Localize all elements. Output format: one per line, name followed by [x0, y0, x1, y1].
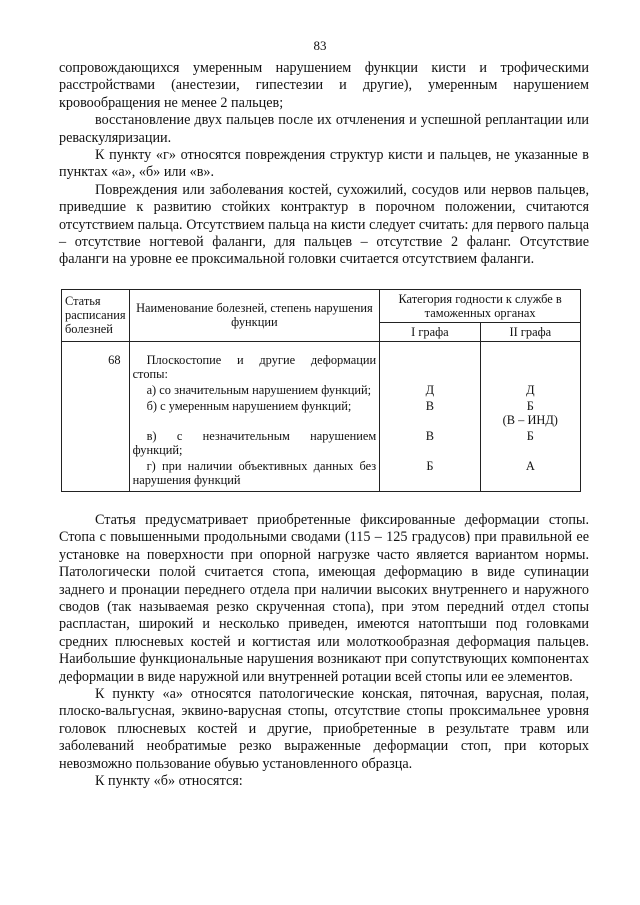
- header-article: Статья расписания болезней: [62, 289, 130, 341]
- row-c-col2: Б: [480, 428, 580, 458]
- row-c-col1: В: [380, 428, 480, 458]
- table-row: [62, 352, 581, 382]
- header-disease-name: Наименование болезней, степень нарушения функции: [129, 289, 380, 341]
- header-column-1: I графа: [380, 322, 480, 341]
- paragraph-2: восстановление двух пальцев после их отчленения и успешной реплантации или реваскуляризации.: [59, 112, 589, 146]
- row-b-col2-extra: (В – ИНД): [502, 412, 558, 427]
- row-b-col2: [480, 398, 580, 428]
- row-d-desc: г) при наличии объективных данных без нарушения функций: [129, 458, 380, 492]
- row-b-desc: б) с умеренным нарушением функций;: [129, 398, 380, 428]
- paragraph-1: сопровождающихся умеренным нарушением функции кисти и трофическими расстройствами (анестезии, гипестезии и другие), умеренным нарушением кровообращения не менее 2 пальцев;: [59, 60, 589, 111]
- row-a-col2: Д: [480, 382, 580, 398]
- header-category: Категория годности к службе в таможенных органах: [380, 289, 581, 322]
- paragraph-7: К пункту «б» относятся:: [95, 772, 243, 789]
- page-number: 83: [313, 38, 327, 53]
- row-c-desc: в) с незначительным нарушением функций;: [129, 428, 380, 458]
- header-column-2: II графа: [480, 322, 580, 341]
- row-d-col1: Б: [380, 458, 480, 492]
- row-d-col2: А: [480, 458, 580, 492]
- row-a-col1: Д: [380, 382, 480, 398]
- row-a-desc: а) со значительным нарушением функций;: [129, 382, 380, 398]
- disease-title: Плоскостопие и другие деформации стопы:: [129, 352, 380, 382]
- page-content: [59, 60, 589, 790]
- table-row: [62, 382, 581, 398]
- paragraph-3: К пункту «г» относятся повреждения структур кисти и пальцев, не указанные в пунктах «а», «б» или «в».: [59, 147, 589, 181]
- paragraph-5: Статья предусматривает приобретенные фиксированные деформации стопы. Стопа с повышенными продольными сводами (115 – 125 градусов) при правильной ее установке на поверхности при опорной нагрузке часто является вариантом нормы. Патологически полой считается стопа, имеющая деформацию в виде супинации заднего и пронации переднего отдела при наличии высоких внутреннего и наружного сводов (так называемая резко скрученная стопа), при этом передний отдел стопы распластан, широкий и несколько приведен, имеются натоптыши под головками средних плюсневых костей и когтистая или молоткообразная деформация пальцев. Наибольшие функциональные нарушения возникают при сопутствующих компонентах деформации в виде наружной или внутренней ротации всей стопы или ее элементов.: [59, 511, 589, 685]
- paragraph-4: Повреждения или заболевания костей, сухожилий, сосудов или нервов пальцев, приведшие к развитию стойких контрактур в порочном положении, считаются отсутствием пальца. Отсутствием пальца на кисти следует считать: для первого пальца – отсутствие ногтевой фаланги, для пальцев – отсутствие 2 фаланг. Отсутствие фаланги на уровне ее проксимальной головки считается отсутствием фаланги.: [59, 181, 589, 268]
- row-b-col2-value: Б: [526, 398, 534, 413]
- table-row: [62, 428, 581, 458]
- paragraph-6: К пункту «а» относятся патологические конская, пяточная, варусная, полая, плоско-вальгусная, эквино-варусная стопы, отсутствие стопы проксимальнее уровня головок плюсневых костей и другие, приобретенные в результате травм или заболеваний необратимые резко выраженные деформации стоп, при которых невозможно пользование обувью установленного образца.: [59, 685, 589, 772]
- row-b-col1: В: [380, 398, 480, 428]
- fitness-category-table: [61, 289, 581, 492]
- table-row: [62, 398, 581, 428]
- article-number: 68: [62, 352, 130, 382]
- table-row: [62, 458, 581, 492]
